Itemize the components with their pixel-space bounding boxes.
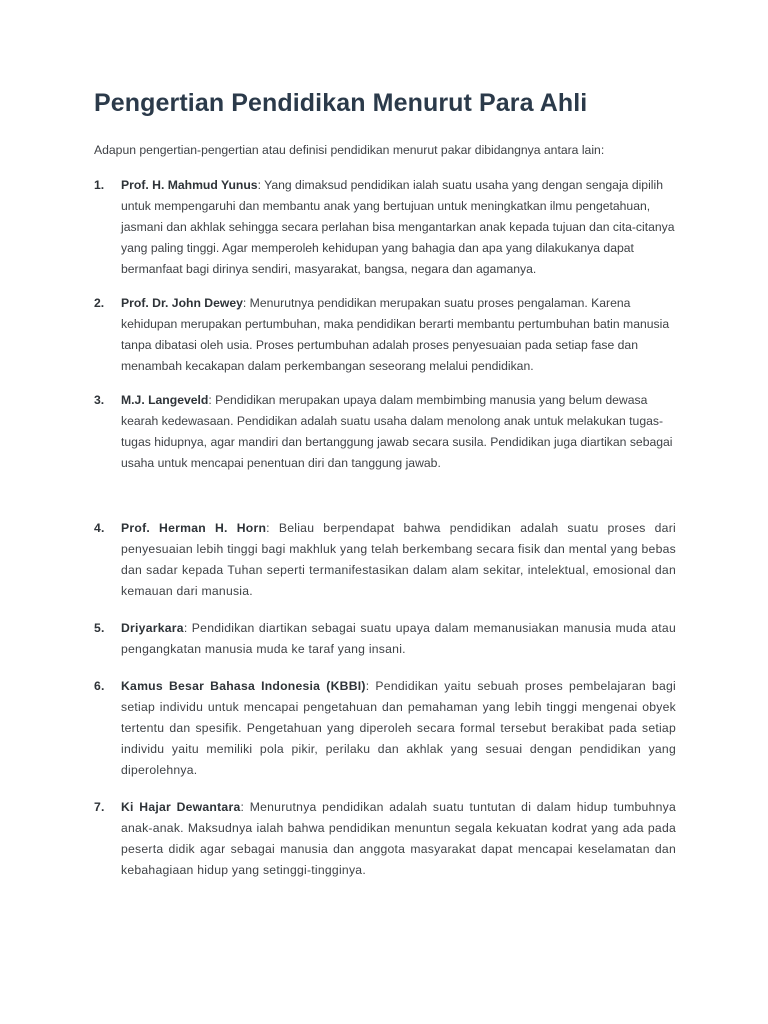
list-item [94,293,676,377]
item-number: 1. [94,178,105,192]
item-expert-name: Prof. Dr. John Dewey [121,296,243,310]
list-item [94,175,676,280]
item-number: 6. [94,679,105,693]
item-number: 2. [94,296,105,310]
item-expert-name: Driyarkara [121,621,184,635]
list-item [94,676,676,781]
list-item [94,797,676,881]
item-text: : Pendidikan diartikan sebagai suatu upaya dalam memanusiakan manusia muda atau pengangkatan manusia muda ke taraf yang insani. [121,621,676,656]
item-expert-name: Ki Hajar Dewantara [121,800,241,814]
item-text: : Menurutnya pendidikan merupakan suatu proses pengalaman. Karena kehidupan merupakan pertumbuhan, maka pendidikan berarti membantu pertumbuhan batin manusia tanpa dibatasi oleh usia. Proses pertumbuhan adalah proses penyesuaian pada setiap fase dan menambah kecakapan dalam perkembangan seseorang melalui pendidikan. [121,296,670,373]
list-item [94,618,676,660]
intro-paragraph: Adapun pengertian-pengertian atau definisi pendidikan menurut pakar dibidangnya antara lain: [94,143,605,157]
item-text: : Menurutnya pendidikan adalah suatu tuntutan di dalam hidup tumbuhnya anak-anak. Maksudnya ialah bahwa pendidikan menuntun segala kekuatan kodrat yang ada pada peserta didik agar sebagai manusia dan anggota masyarakat dapat mencapai keselamatan dan kebahagiaan hidup yang setinggi-tingginya. [121,800,676,877]
item-text: : Pendidikan merupakan upaya dalam membimbing manusia yang belum dewasa kearah kedewasaan. Pendidikan adalah suatu usaha dalam menolong anak untuk melakukan tugas-tugas hidupnya, agar mandiri dan bertanggung jawab secara susila. Pendidikan juga diartikan sebagai usaha untuk mencapai penentuan diri dan tanggung jawab. [121,393,673,470]
item-expert-name: M.J. Langeveld [121,393,209,407]
list-item [94,518,676,602]
item-number: 7. [94,800,105,814]
page-title: Pengertian Pendidikan Menurut Para Ahli [94,89,588,117]
item-number: 5. [94,621,105,635]
item-text: : Yang dimaksud pendidikan ialah suatu usaha yang dengan sengaja dipilih untuk mempengaruhi dan membantu anak yang bertujuan untuk meningkatkan ilmu pengetahuan, jasmani dan akhlak sehingga secara perlahan bisa mengantarkan anak kepada tujuan dan cita-citanya yang paling tinggi. Agar memperoleh kehidupan yang bahagia dan apa yang dilakukanya dapat bermanfaat bagi dirinya sendiri, masyarakat, bangsa, negara dan agamanya. [121,178,675,276]
definitions-list [94,175,676,881]
item-text: : Pendidikan yaitu sebuah proses pembelajaran bagi setiap individu untuk mencapai pengetahuan dan pemahaman yang lebih tinggi mengenai obyek tertentu dan spesifik. Pengetahuan yang diperoleh secara formal tersebut berakibat pada setiap individu yaitu memiliki pola pikir, perilaku dan akhlak yang sesuai dengan pendidikan yang diperolehnya. [121,679,677,777]
item-expert-name: Prof. Herman H. Horn [121,521,267,535]
item-expert-name: Prof. H. Mahmud Yunus [121,178,258,192]
item-expert-name: Kamus Besar Bahasa Indonesia (KBBI) [121,679,366,693]
document-page [94,86,676,881]
item-text: : Beliau berpendapat bahwa pendidikan adalah suatu proses dari penyesuaian lebih tinggi bagi makhluk yang telah berkembang secara fisik dan mental yang bebas dan sadar kepada Tuhan seperti termanifestasikan dalam alam sekitar, intelektual, emosional dan kemauan dari manusia. [121,521,676,598]
item-number: 3. [94,393,105,407]
item-number: 4. [94,521,105,535]
list-item [94,390,676,474]
